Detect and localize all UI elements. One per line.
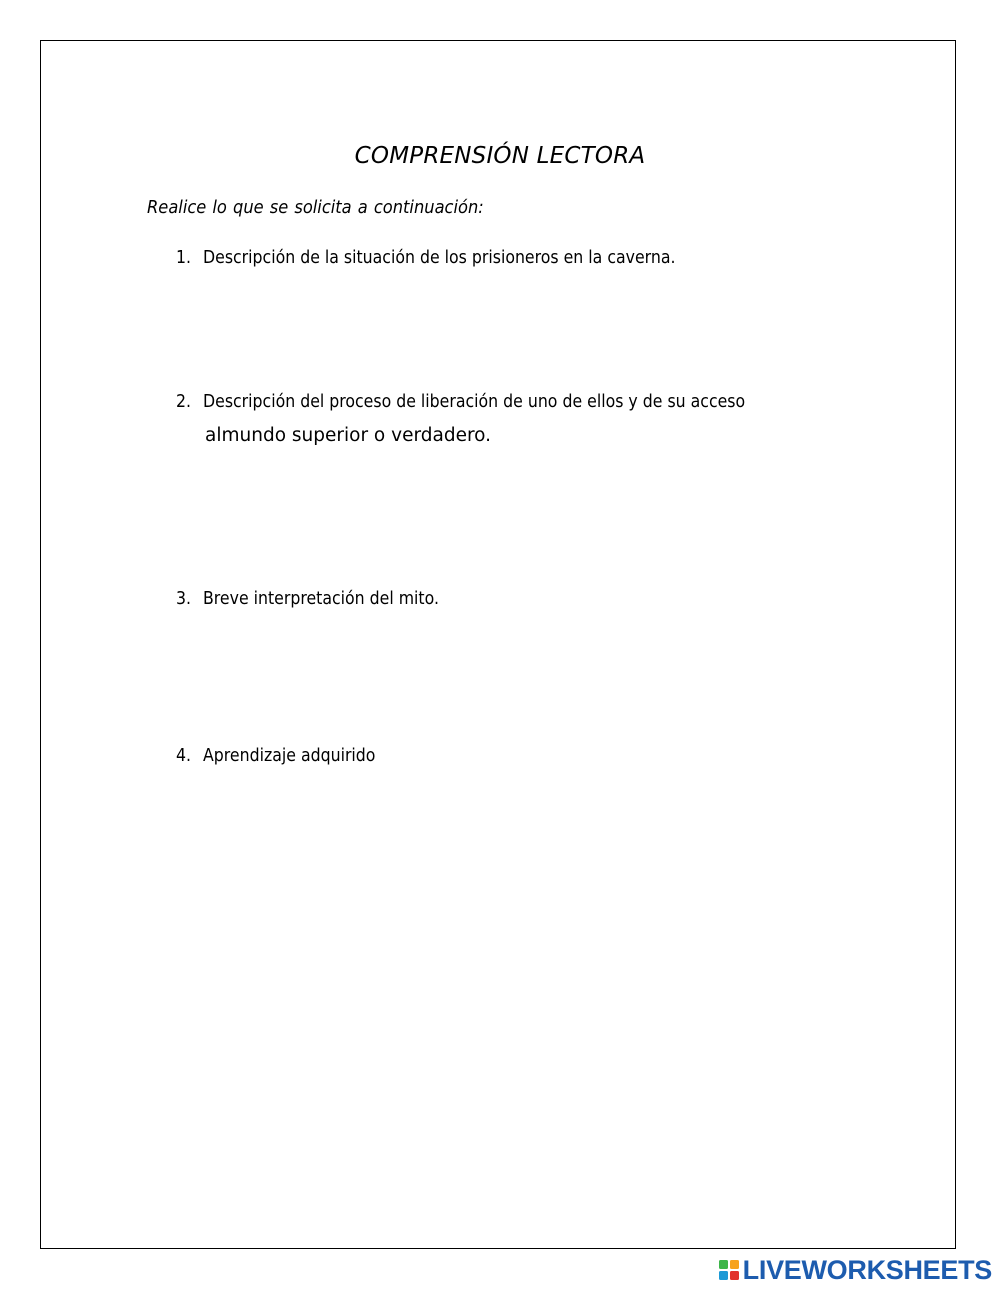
liveworksheets-logo-icon [719, 1260, 739, 1280]
worksheet-title: COMPRENSIÓN LECTORA [354, 143, 646, 169]
question-2-continuation: almundo superior o verdadero. [205, 425, 492, 446]
question-3 [176, 589, 439, 609]
question-number: 2. [176, 392, 192, 412]
instruction-text: Realice lo que se solicita a continuación: [147, 198, 484, 218]
question-number: 4. [176, 746, 192, 766]
liveworksheets-brand [719, 1255, 992, 1285]
question-number: 3. [176, 589, 192, 609]
question-4 [176, 746, 375, 766]
question-2 [176, 392, 745, 412]
question-text: Descripción de la situación de los prisioneros en la caverna. [203, 248, 676, 268]
brand-text: LIVEWORKSHEETS [742, 1254, 992, 1285]
question-1 [176, 248, 675, 268]
page-frame [40, 40, 956, 1249]
question-text: Descripción del proceso de liberación de uno de ellos y de su acceso [203, 392, 746, 412]
question-text: Breve interpretación del mito. [203, 589, 439, 609]
question-text: Aprendizaje adquirido [203, 746, 376, 766]
question-number: 1. [176, 248, 192, 268]
